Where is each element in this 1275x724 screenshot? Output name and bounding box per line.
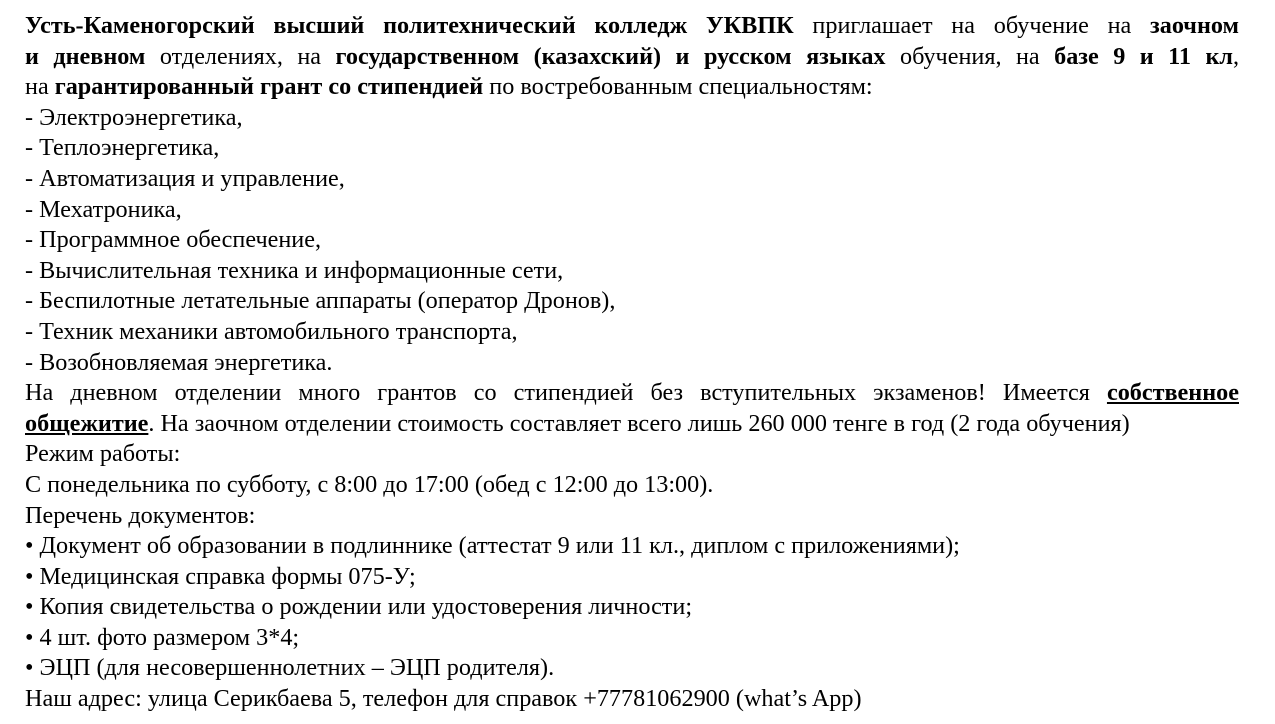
documents-heading: Перечень документов: bbox=[25, 501, 256, 529]
document-item: • ЭЦП (для несовершеннолетних – ЭЦП родителя). bbox=[25, 654, 555, 682]
document-item: • Копия свидетельства о рождении или удостоверения личности; bbox=[25, 593, 693, 621]
day-dept-text-1: На дневном отделении много грантов со стипендией без вступительных экзаменов! Имеется bbox=[25, 379, 1107, 407]
intro-text-2: отделениях, на bbox=[145, 42, 336, 70]
day-dept-text-2: . На заочном отделении стоимость составляет всего лишь 260 000 тенге в год (2 года обучения) bbox=[148, 409, 1130, 437]
intro-text-1: приглашает на обучение на bbox=[793, 12, 1151, 39]
grant: гарантированный грант со стипендией bbox=[54, 73, 484, 101]
languages: государственном (казахский) и русском языках bbox=[335, 42, 886, 70]
specialty-item: - Программное обеспечение, bbox=[25, 226, 322, 254]
specialty-item: - Возобновляемая энергетика. bbox=[25, 348, 333, 376]
specialty-item: - Мехатроника, bbox=[25, 195, 182, 223]
dormitory-part-2: общежитие bbox=[25, 409, 149, 437]
specialty-item: - Техник механики автомобильного транспорта, bbox=[25, 317, 518, 345]
document-item: • Медицинская справка формы 075-У; bbox=[25, 562, 416, 590]
intro-text-4: на bbox=[25, 73, 55, 101]
specialty-item: - Вычислительная техника и информационные сети, bbox=[25, 256, 564, 284]
schedule-heading: Режим работы: bbox=[25, 440, 181, 468]
day-dept-line-2 bbox=[25, 409, 1239, 440]
contact-address: Наш адрес: улица Серикбаева 5, телефон для справок +77781062900 (what’s App) bbox=[25, 685, 862, 713]
admission-base: базе 9 и 11 кл bbox=[1054, 42, 1233, 70]
intro-text-5: по востребованным специальностям: bbox=[483, 73, 873, 101]
study-forms-part-2: и дневном bbox=[25, 42, 146, 70]
specialty-item: - Беспилотные летательные аппараты (оператор Дронов), bbox=[25, 287, 616, 315]
schedule-hours: С понедельника по субботу, с 8:00 до 17:00 (обед с 12:00 до 13:00). bbox=[25, 470, 714, 498]
intro-line-3 bbox=[25, 72, 1239, 103]
specialty-item: - Электроэнергетика, bbox=[25, 103, 243, 131]
day-dept-line-1 bbox=[25, 378, 1239, 409]
document-item: • Документ об образовании в подлиннике (аттестат 9 или 11 кл., диплом с приложениями); bbox=[25, 532, 960, 560]
intro-line-2 bbox=[25, 42, 1239, 73]
study-forms-part-1: заочном bbox=[1150, 12, 1239, 39]
announcement-document bbox=[25, 11, 1239, 715]
dormitory-part-1: собственное bbox=[1106, 379, 1239, 407]
intro-comma: , bbox=[1232, 42, 1239, 70]
intro-text-3: обучения, на bbox=[885, 42, 1055, 70]
specialty-item: - Автоматизация и управление, bbox=[25, 164, 345, 192]
intro-line-1 bbox=[25, 11, 1239, 42]
college-name: Усть-Каменогорский высший политехнический колледж УКВПК bbox=[25, 12, 794, 39]
specialty-item: - Теплоэнергетика, bbox=[25, 134, 220, 162]
document-item: • 4 шт. фото размером 3*4; bbox=[25, 623, 300, 651]
